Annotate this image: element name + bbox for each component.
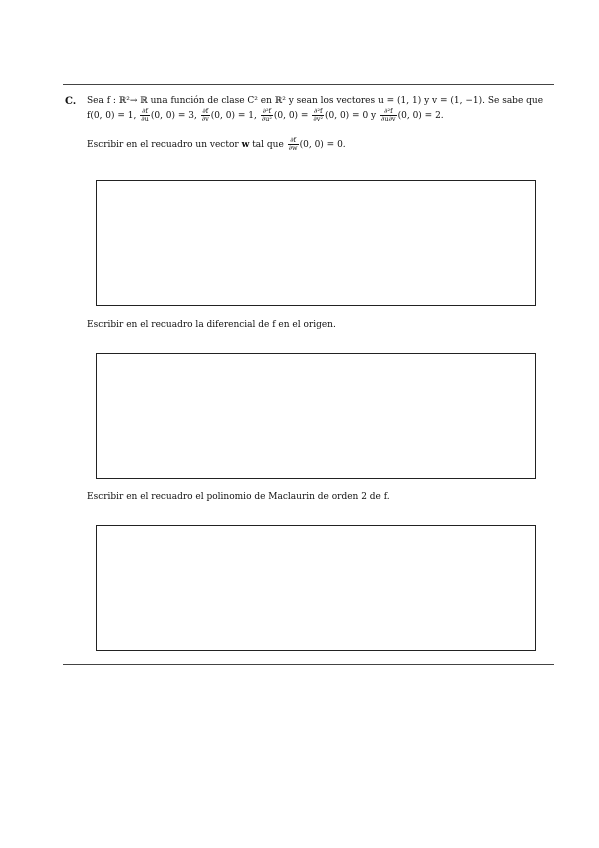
- answer-box-vector-w[interactable]: [96, 180, 536, 306]
- prompt-maclaurin: Escribir en el recuadro el polinomio de Maclaurin de orden 2 de f.: [87, 492, 390, 502]
- derivative-u: $\frac{\partial f}{\partial u}$: [141, 107, 149, 123]
- second-derivative-uu: $\frac{\text{∂²f}}{\text{∂u²}}$: [261, 107, 272, 123]
- prompt-vector-w: Escribir en el recuadro un vector w tal que $\frac{\partial f}{\partial w}$ (0, 0) = 0.: [87, 136, 346, 152]
- f-value: f(0, 0) = 1,: [87, 111, 137, 121]
- bottom-divider: [63, 664, 554, 665]
- statement-line-1: Sea f : ℝ²→ ℝ una función de clase C² en ℝ² y sean los vectores u = (1, 1) y v = (1, −1). Se sabe que: [87, 96, 544, 106]
- answer-box-maclaurin[interactable]: [96, 525, 536, 651]
- prompt-differential: Escribir en el recuadro la diferencial de f en el origen.: [87, 320, 336, 330]
- second-derivative-uv: $\frac{\text{∂²f}}{\partial u\partial v}$: [381, 107, 396, 123]
- problem-letter: C.: [65, 96, 77, 107]
- derivative-w: $\frac{\partial f}{\partial w}$: [288, 136, 298, 152]
- problem-statement: [65, 95, 555, 123]
- answer-box-differential[interactable]: [96, 353, 536, 479]
- second-derivative-vv: $\frac{\text{∂²f}}{\text{∂v²}}$: [313, 107, 323, 123]
- derivative-v: $\frac{\partial f}{\partial v}$: [201, 107, 209, 123]
- statement-line-2: f(0, 0) = 1, $\frac{\partial f}{\partial u}$ (0, 0) = 3, $\frac{\partial f}{\partial v}$ (0, 0) = 1, $\frac{\text{∂²f}}{\text{∂u²}}$ (0, 0) = $\frac{\text{∂²f}}{\text{∂v²}}$ (0, 0) = 0 y $\frac{\text{∂²f}}{\partial u\partial v}$ (0, 0) = 2.: [87, 107, 444, 123]
- top-divider: [63, 84, 554, 85]
